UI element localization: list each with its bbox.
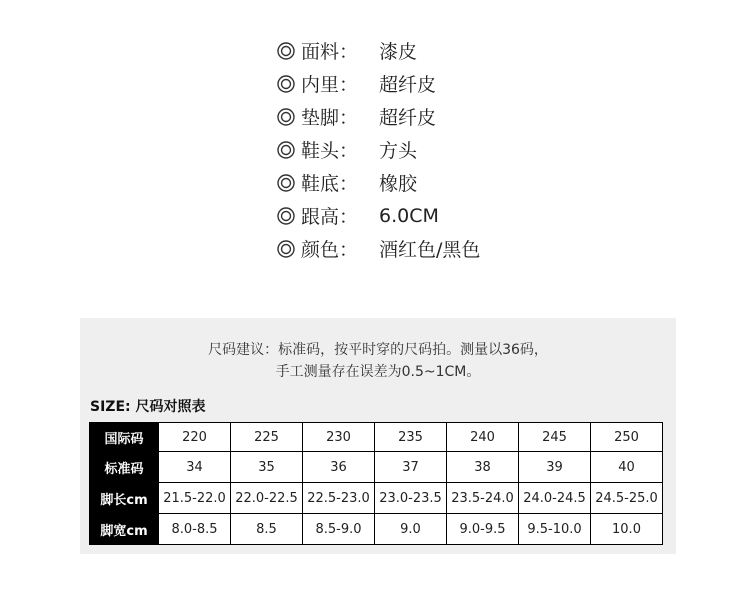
table-row-standard-size [90,452,663,483]
table-row-foot-length [90,483,663,514]
table-row-foot-width [90,514,663,545]
double-circle-icon [276,239,296,259]
spec-value: 漆皮 [379,41,418,63]
table-cell: 40 [591,452,663,483]
table-cell: 23.0-23.5 [375,483,447,514]
table-cell: 24.0-24.5 [519,483,591,514]
table-cell: 240 [447,423,519,452]
table-cell: 23.5-24.0 [447,483,519,514]
size-advice-note [80,339,676,383]
table-cell: 37 [375,452,447,483]
spec-label: 垫脚： [301,107,359,129]
table-cell: 21.5-22.0 [159,483,231,514]
size-table [89,422,663,545]
double-circle-icon [276,173,296,193]
row-header: 脚宽cm [90,514,159,545]
table-cell: 39 [519,452,591,483]
spec-value: 超纤皮 [379,107,437,129]
table-cell: 8.5-9.0 [303,514,375,545]
table-cell: 35 [231,452,303,483]
row-header: 脚长cm [90,483,159,514]
product-spec-list [276,34,480,265]
table-cell: 10.0 [591,514,663,545]
double-circle-icon [276,41,296,61]
table-cell: 230 [303,423,375,452]
table-cell: 36 [303,452,375,483]
table-cell: 34 [159,452,231,483]
spec-label: 跟高： [301,206,359,228]
double-circle-icon [276,74,296,94]
spec-row-lining [276,67,480,100]
spec-value: 超纤皮 [379,74,437,96]
table-cell: 8.5 [231,514,303,545]
spec-label: 内里： [301,74,359,96]
spec-label: 面料： [301,41,359,63]
table-cell: 245 [519,423,591,452]
spec-value: 橡胶 [379,173,418,195]
spec-label: 鞋底： [301,173,359,195]
spec-value: 酒红色/黑色 [379,239,481,261]
table-cell: 22.0-22.5 [231,483,303,514]
row-header: 标准码 [90,452,159,483]
table-cell: 22.5-23.0 [303,483,375,514]
spec-value: 6.0CM [379,204,439,227]
size-chart-panel [80,318,676,554]
row-header: 国际码 [90,423,159,452]
spec-value: 方头 [379,140,418,162]
size-advice-line-2: 手工测量存在误差为0.5~1CM。 [275,364,481,380]
spec-row-toe [276,133,480,166]
size-chart-title: SIZE: 尺码对照表 [90,399,206,415]
table-cell: 24.5-25.0 [591,483,663,514]
table-cell: 9.0-9.5 [447,514,519,545]
double-circle-icon [276,107,296,127]
table-cell: 235 [375,423,447,452]
table-cell: 9.5-10.0 [519,514,591,545]
spec-label: 鞋头： [301,140,359,162]
table-cell: 38 [447,452,519,483]
spec-row-sole [276,166,480,199]
table-cell: 220 [159,423,231,452]
table-cell: 9.0 [375,514,447,545]
table-cell: 8.0-8.5 [159,514,231,545]
spec-label: 颜色： [301,239,359,261]
spec-row-material [276,34,480,67]
spec-row-color [276,232,480,265]
size-advice-line-1: 尺码建议：标准码，按平时穿的尺码拍。测量以36码， [208,342,548,358]
double-circle-icon [276,206,296,226]
table-cell: 225 [231,423,303,452]
table-row-international-size [90,423,663,452]
spec-row-insole [276,100,480,133]
spec-row-heel-height [276,199,480,232]
double-circle-icon [276,140,296,160]
table-cell: 250 [591,423,663,452]
